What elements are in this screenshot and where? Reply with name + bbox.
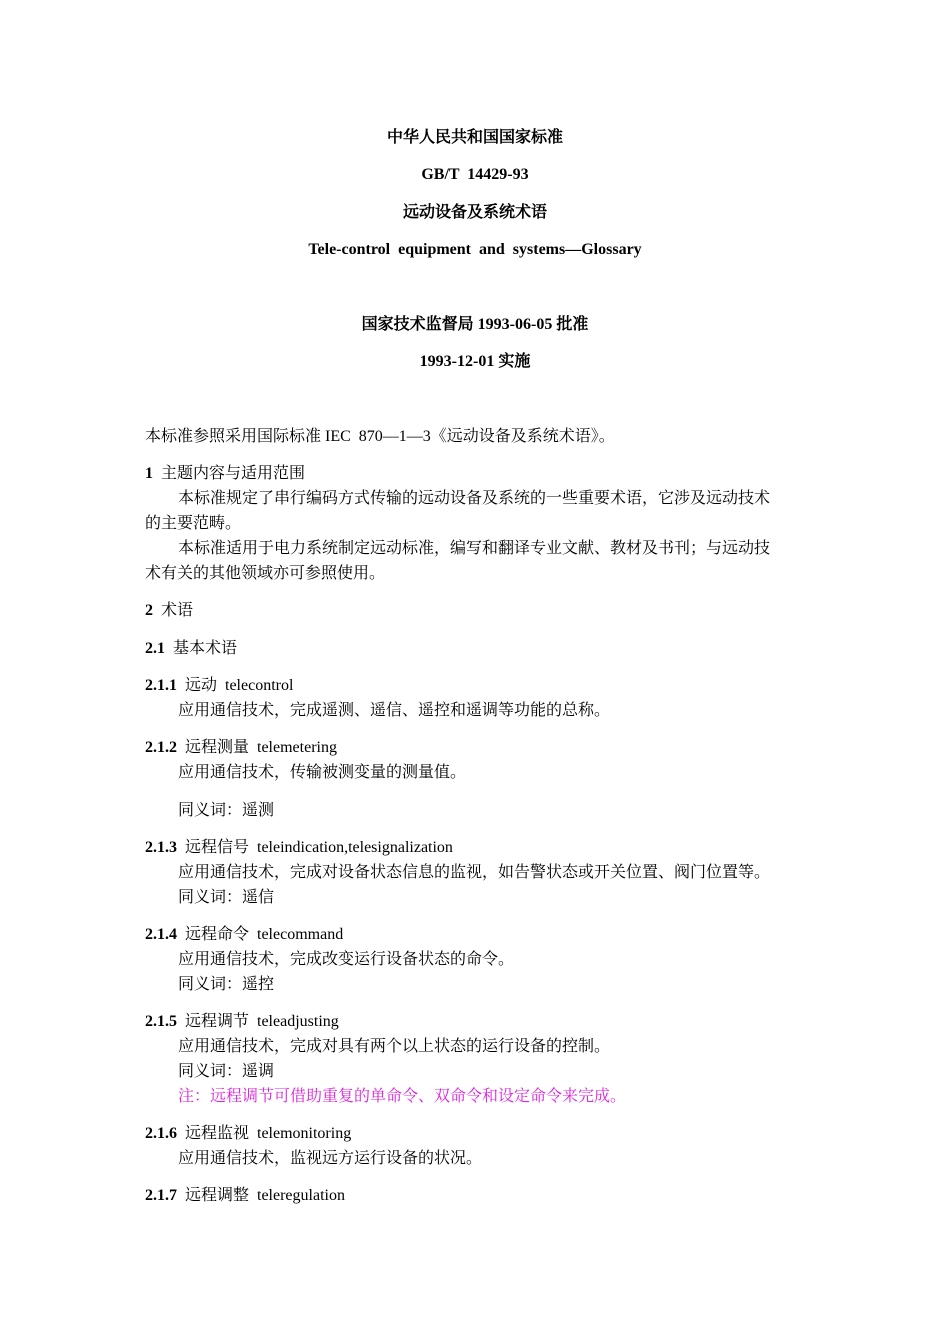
term-number: 2.1.3 [145,839,177,856]
term-2-1-6-definition: 应用通信技术，监视远方运行设备的状况。 [178,1150,483,1167]
approval-line: 国家技术监督局 1993-06-05 批准 [361,316,589,333]
term-name: 远程调节 teleadjusting [185,1013,339,1030]
term-number: 2.1.1 [145,677,177,694]
term-2-1-3-definition: 应用通信技术，完成对设备状态信息的监视，如告警状态或开关位置、阀门位置等。 [178,864,771,881]
section-2-1-heading [145,639,810,659]
term-name: 远程测量 telemetering [185,739,337,756]
term-name: 远程监视 telemonitoring [185,1125,352,1142]
standard-code: GB/T 14429-93 [421,166,529,183]
term-2-1-6-heading [145,1124,810,1144]
section-number: 2 [145,602,153,619]
section-1-paragraph-2-line-2: 术有关的其他领域亦可参照使用。 [145,565,386,582]
term-2-1-2-heading [145,738,810,758]
section-1-paragraph-1-line-2: 的主要范畴。 [145,515,242,532]
section-1-heading [145,464,810,484]
effective-date-line: 1993-12-01 实施 [419,353,531,370]
section-number: 2.1 [145,640,165,657]
intro-paragraph: 本标准参照采用国际标准 IEC 870—1—3《远动设备及系统术语》。 [145,428,615,445]
section-1-paragraph-1-line-1: 本标准规定了串行编码方式传输的远动设备及系统的一些重要术语，它涉及远动技术 [178,490,771,507]
term-2-1-5-heading [145,1012,810,1032]
section-number: 1 [145,465,153,482]
term-2-1-1-heading [145,676,810,696]
section-2-heading [145,601,810,621]
national-standard-heading: 中华人民共和国国家标准 [386,129,563,146]
section-title: 术语 [161,602,194,619]
term-number: 2.1.7 [145,1187,177,1204]
term-number: 2.1.2 [145,739,177,756]
term-2-1-3-synonym: 同义词：遥信 [178,889,275,906]
term-name: 远程命令 telecommand [185,926,344,943]
term-2-1-4-heading [145,925,810,945]
section-title: 基本术语 [173,640,238,657]
term-2-1-7-heading [145,1186,810,1206]
term-2-1-5-synonym: 同义词：遥调 [178,1063,275,1080]
term-2-1-2-synonym: 同义词：遥测 [178,802,275,819]
term-2-1-2-definition: 应用通信技术，传输被测变量的测量值。 [178,764,467,781]
term-number: 2.1.5 [145,1013,177,1030]
term-2-1-4-synonym: 同义词：遥控 [178,976,275,993]
term-2-1-1-definition: 应用通信技术，完成遥测、遥信、遥控和遥调等功能的总称。 [178,702,611,719]
title-english: Tele-control equipment and systems—Glossary [308,241,642,258]
term-2-1-4-definition: 应用通信技术，完成改变运行设备状态的命令。 [178,951,515,968]
term-2-1-3-heading [145,838,810,858]
term-name: 远动 telecontrol [185,677,294,694]
section-title: 主题内容与适用范围 [161,465,306,482]
term-name: 远程信号 teleindication,telesignalization [185,839,453,856]
term-2-1-5-note: 注：远程调节可借助重复的单命令、双命令和设定命令来完成。 [178,1088,627,1105]
term-number: 2.1.6 [145,1125,177,1142]
title-chinese: 远动设备及系统术语 [402,204,547,221]
term-number: 2.1.4 [145,926,177,943]
term-2-1-5-definition: 应用通信技术，完成对具有两个以上状态的运行设备的控制。 [178,1038,611,1055]
term-name: 远程调整 teleregulation [185,1187,345,1204]
section-1-paragraph-2-line-1: 本标准适用于电力系统制定远动标准，编写和翻译专业文献、教材及书刊；与远动技 [178,540,771,557]
